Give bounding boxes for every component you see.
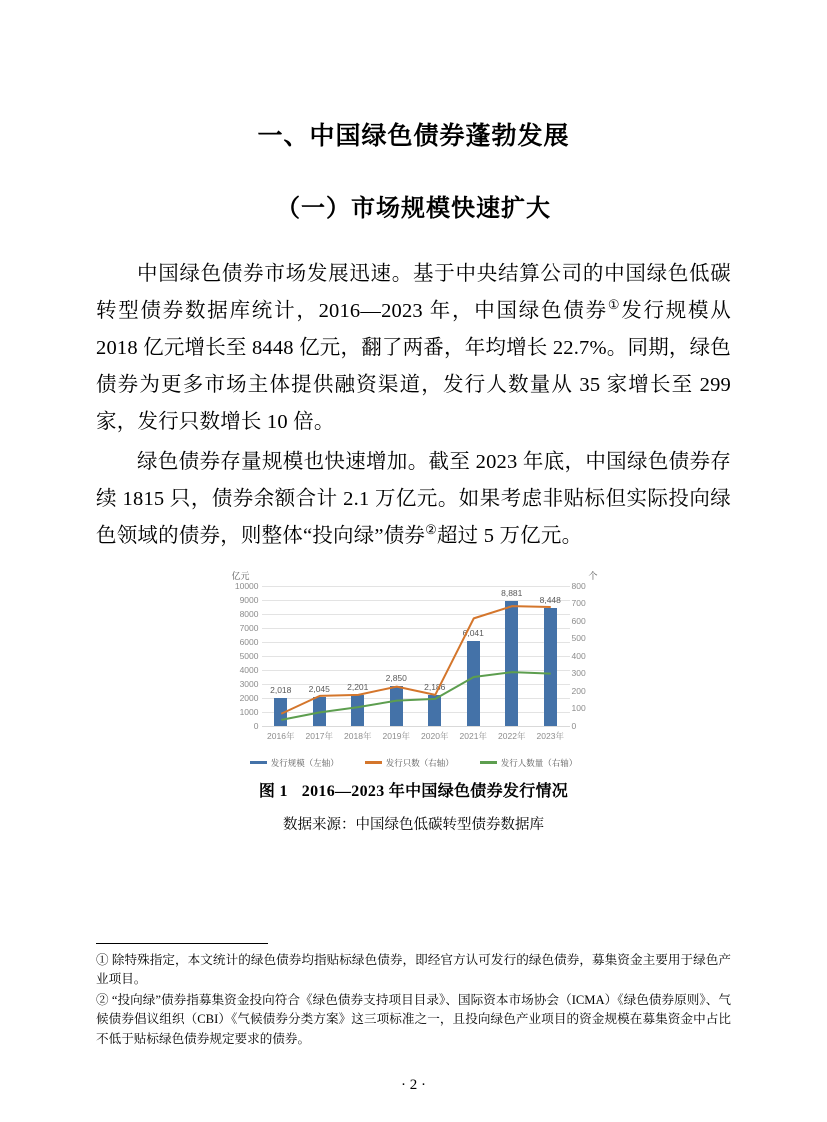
footnote-marker-2: ② (425, 521, 437, 537)
legend-item (365, 757, 454, 769)
x-axis-tick: 2018年 (344, 730, 372, 741)
figure-source: 数据来源：中国绿色低碳转型债券数据库 (283, 816, 544, 833)
paragraph-1 (96, 256, 731, 441)
left-axis-tick: 8000 (239, 608, 259, 619)
right-axis-tick: 400 (571, 650, 586, 661)
left-axis-tick: 0 (253, 720, 259, 731)
paragraph-1-text-a: 中国绿色债券市场发展迅速。基于中央结算公司的中国绿色低碳转型债券数据库统计，2016—2023 年，中国绿色债券 (96, 262, 731, 322)
left-axis-tick: 5000 (239, 650, 259, 661)
x-axis-tick: 2016年 (267, 730, 295, 741)
chart-bar-value-label: 2,201 (347, 681, 369, 692)
legend-item (250, 757, 339, 769)
right-axis-tick: 300 (571, 668, 586, 679)
right-axis-tick: 0 (571, 720, 577, 731)
page-number: · 2 · (401, 1077, 426, 1093)
x-axis-tick: 2019年 (382, 730, 410, 741)
chart-plot-area (234, 580, 586, 741)
right-axis-tick: 700 (571, 598, 586, 609)
x-axis-tick: 2017年 (305, 730, 333, 741)
right-axis-tick: 600 (571, 615, 586, 626)
paragraph-2-text-b: 超过 5 万亿元。 (436, 524, 583, 547)
chart-line-series (262, 586, 570, 726)
figure-caption (259, 778, 568, 801)
chart-bar-value-label: 2,018 (270, 684, 292, 695)
right-axis-tick: 100 (571, 703, 586, 714)
footnote-marker-1: ① (607, 296, 622, 312)
figure-caption-number: 图 1 (258, 782, 288, 800)
right-axis-tick: 800 (571, 580, 586, 591)
subsection-heading: （一）市场规模快速扩大 (276, 196, 551, 222)
legend-swatch-icon (250, 761, 267, 764)
left-axis-tick: 1000 (239, 706, 259, 717)
left-axis-tick: 6000 (239, 636, 259, 647)
legend-swatch-icon (365, 761, 382, 764)
x-axis-tick: 2023年 (536, 730, 564, 741)
right-axis-tick: 200 (571, 685, 586, 696)
chart-bar-value-label: 8,448 (539, 594, 561, 605)
legend-swatch-icon (480, 761, 497, 764)
figure-caption-text: 2016—2023 年中国绿色债券发行情况 (301, 782, 569, 800)
chart-bar-value-label: 2,045 (308, 684, 330, 695)
chart-bar-value-label: 2,850 (385, 672, 407, 683)
right-axis-unit-label: 个 (588, 570, 598, 581)
chart-bar-value-label: 6,041 (462, 628, 484, 639)
left-axis-tick: 7000 (239, 622, 259, 633)
x-axis-tick: 2021年 (459, 730, 487, 741)
x-axis-tick: 2020年 (421, 730, 449, 741)
chart-line (281, 606, 551, 714)
chart-bar-value-label: 8,881 (501, 588, 523, 599)
left-axis-unit-label: 亿元 (231, 570, 250, 581)
chart-bar-value-label: 2,186 (424, 682, 446, 693)
left-axis-tick: 9000 (239, 594, 259, 605)
figure-1 (96, 569, 731, 834)
section-heading: 一、中国绿色债券蓬勃发展 (257, 123, 570, 150)
left-axis-tick: 2000 (239, 692, 259, 703)
legend-label: 发行只数（右轴） (385, 757, 454, 768)
footnote-item: ① 除特殊指定，本文统计的绿色债券均指贴标绿色债券，即经官方认可发行的绿色债券，募集资金主要用于绿色产业项目。 (96, 952, 731, 986)
legend-item (480, 757, 578, 769)
paragraph-1-text-b: 发行规模从 2018 亿元增长至 8448 亿元，翻了两番，年均增长 22.7%。同期，绿色债券为更多市场主体提供融资渠道，发行人数量从 35 家增长至 299 家，发行只数增长 10 倍。 (96, 299, 731, 433)
right-axis-tick: 500 (571, 633, 586, 644)
chart-legend (224, 757, 604, 769)
footnotes-block (96, 943, 731, 1051)
green-bond-issuance-chart (224, 569, 604, 769)
left-axis-tick: 10000 (234, 580, 259, 591)
footnote-item: ② “投向绿”债券指募集资金投向符合《绿色债券支持项目目录》、国际资本市场协会（ICMA）《绿色债券原则》、气候债券倡议组织（CBI）《气候债券分类方案》这三项标准之一，且投向绿色产业项目的资金规模在募集资金中占比不低于贴标绿色债券规定要求的债券。 (96, 992, 731, 1046)
footnote-separator (96, 943, 268, 944)
paragraph-2 (96, 444, 731, 555)
left-axis-tick: 4000 (239, 664, 259, 675)
x-axis-tick: 2022年 (498, 730, 526, 741)
left-axis-tick: 3000 (239, 678, 259, 689)
paragraph-2-text-a: 绿色债券存量规模也快速增加。截至 2023 年底，中国绿色债券存续 1815 只，债券余额合计 2.1 万亿元。如果考虑非贴标但实际投向绿色领域的债券，则整体“投向绿”债券 (96, 450, 731, 547)
legend-label: 发行规模（左轴） (270, 757, 339, 768)
legend-label: 发行人数量（右轴） (500, 757, 578, 768)
